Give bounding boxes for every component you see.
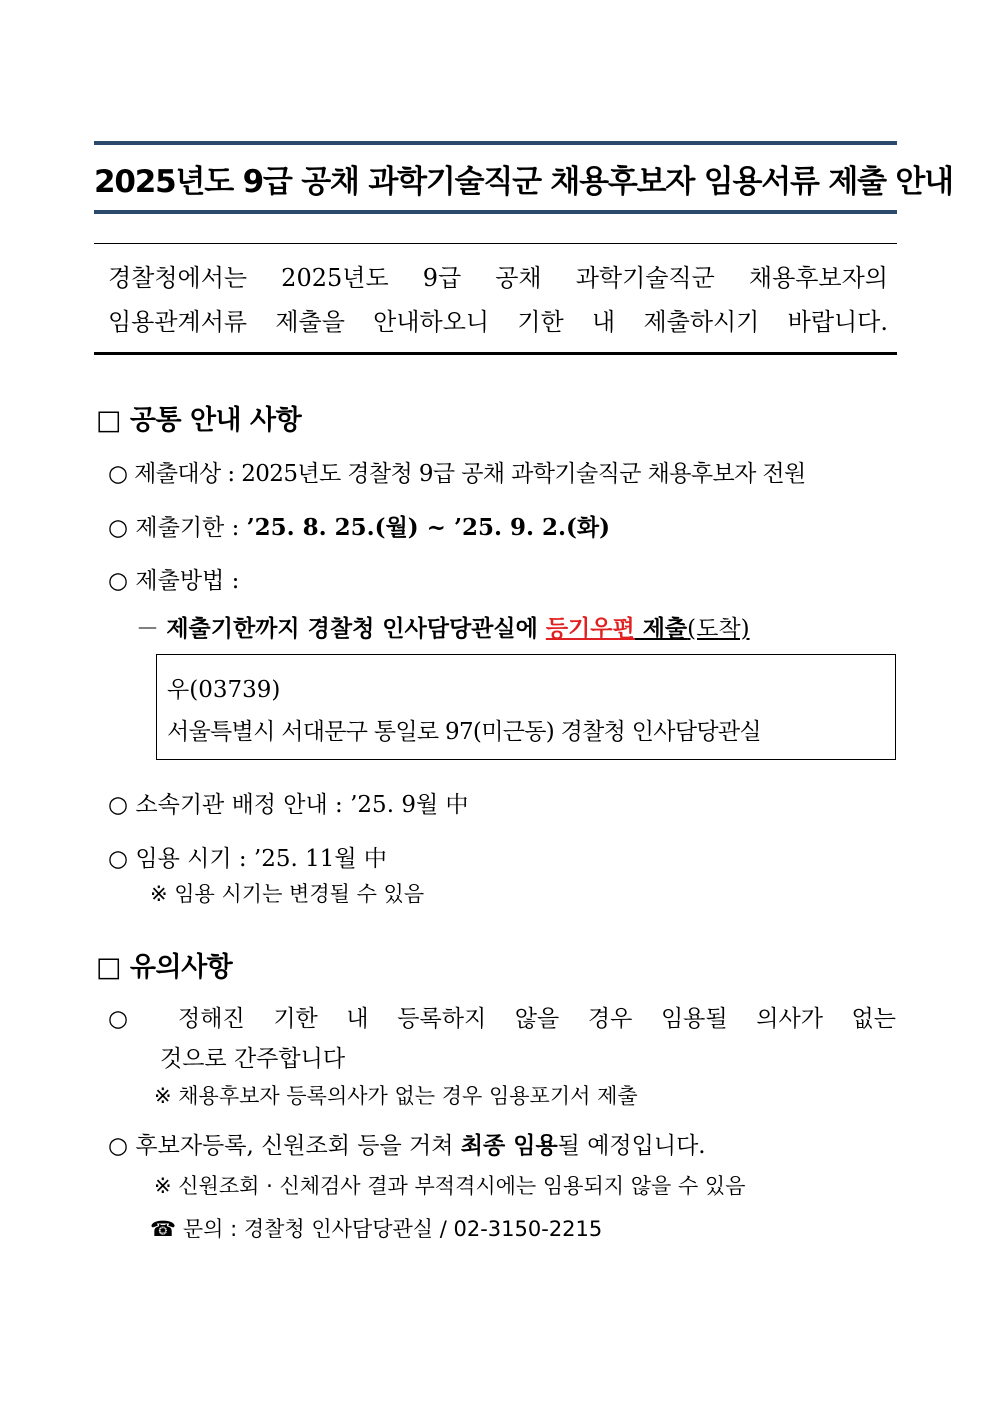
submission-method-label: ○ 제출방법 : xyxy=(108,568,240,594)
method-submit: 제출 xyxy=(634,615,688,642)
submission-method-detail xyxy=(136,610,750,643)
title-rule-top xyxy=(94,141,897,145)
intro-rule-top xyxy=(94,243,897,244)
contact-info: ☎ 문의 : 경찰청 인사담당관실 / 02-3150-2215 xyxy=(150,1217,603,1241)
submission-deadline xyxy=(108,509,610,542)
submission-target: ○ 제출대상 : 2025년도 경찰청 9급 공채 과학기술직군 채용후보자 전원 xyxy=(108,461,806,487)
address-postal-code: 우(03739) xyxy=(167,677,281,703)
intro-rule-bottom xyxy=(94,352,897,355)
appointment-note: ※ 임용 시기는 변경될 수 있음 xyxy=(150,882,425,906)
deadline-value: ’25. 8. 25.(월) ~ ’25. 9. 2.(화) xyxy=(246,514,610,541)
section-heading-cautions: □ 유의사항 xyxy=(96,952,233,983)
caution-1-line-2: 것으로 간주합니다 xyxy=(160,1046,346,1072)
address-street: 서울특별시 서대문구 통일로 97(미근동) 경찰청 인사담당관실 xyxy=(167,719,761,745)
appointment-timing: ○ 임용 시기 : ’25. 11월 中 xyxy=(108,846,387,872)
intro-line-2: 임용관계서류 제출을 안내하오니 기한 내 제출하시기 바랍니다. xyxy=(108,308,888,336)
caution-2-pre: ○ 후보자등록, 신원조회 등을 거쳐 xyxy=(108,1133,461,1159)
caution-1-line-1: ○ 정해진 기한 내 등록하지 않을 경우 임용될 의사가 없는 xyxy=(108,1006,896,1032)
deadline-label: ○ 제출기한 : xyxy=(108,515,247,541)
section-heading-common: □ 공통 안내 사항 xyxy=(96,405,302,436)
caution-2-note: ※ 신원조회 · 신체검사 결과 부적격시에는 임용되지 않을 수 있음 xyxy=(154,1174,746,1198)
caution-1-note: ※ 채용후보자 등록의사가 없는 경우 임용포기서 제출 xyxy=(154,1084,638,1108)
address-box xyxy=(156,654,896,760)
caution-2-post: 될 예정입니다. xyxy=(557,1133,706,1159)
caution-2 xyxy=(108,1127,706,1160)
method-text: 제출기한까지 경찰청 인사담당관실에 xyxy=(166,615,546,642)
intro-line-1: 경찰청에서는 2025년도 9급 공채 과학기술직군 채용후보자의 xyxy=(108,264,888,292)
method-dash: － xyxy=(136,616,167,642)
caution-2-final-appointment: 최종 임용 xyxy=(460,1132,558,1159)
method-registered-mail: 등기우편 xyxy=(545,615,635,642)
method-arrival: (도착) xyxy=(687,616,750,642)
title-rule-bottom xyxy=(94,210,897,214)
assignment-notice: ○ 소속기관 배정 안내 : ’25. 9월 中 xyxy=(108,792,469,818)
document-title: 2025년도 9급 공채 과학기술직군 채용후보자 임용서류 제출 안내 xyxy=(94,164,953,200)
